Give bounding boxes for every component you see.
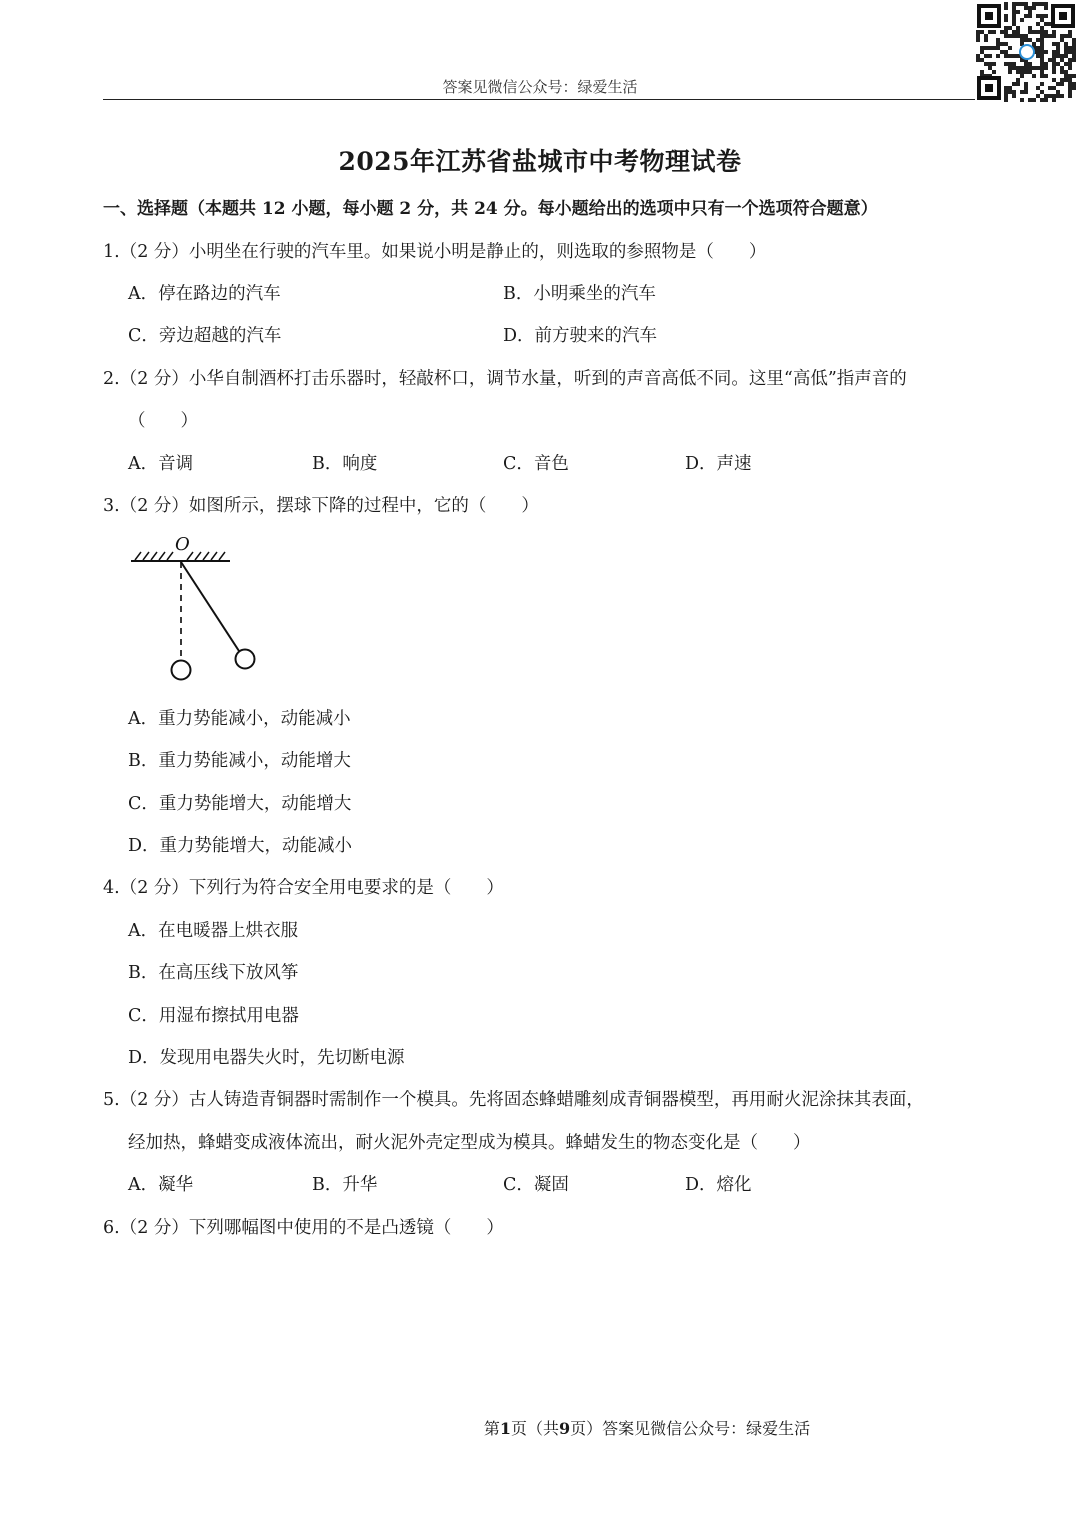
- question-5-option-d: D．熔化: [685, 1175, 752, 1195]
- question-3-option-d: D．重力势能增大，动能减小: [128, 836, 353, 856]
- question-4-option-d: D．发现用电器失火时，先切断电源: [128, 1048, 405, 1068]
- question-2-option-b: B．响度: [312, 454, 378, 474]
- footer-prefix: 第: [483, 1419, 500, 1438]
- page-footer: [0, 1416, 1080, 1439]
- pendulum-figure: [125, 530, 270, 690]
- header-note: 答案见微信公众号：绿爱生活: [442, 78, 638, 96]
- question-3-option-c: C．重力势能增大，动能增大: [128, 794, 352, 814]
- question-2-stem: 2.（2 分）小华自制酒杯打击乐器时，轻敲杯口，调节水量，听到的声音高低不同。这里“高低”指声音的: [103, 369, 907, 389]
- question-3-option-a: A．重力势能减小，动能减小: [128, 709, 351, 729]
- footer-suffix: 页）答案见微信公众号：绿爱生活: [570, 1419, 811, 1438]
- question-4-option-c: C．用湿布擦拭用电器: [128, 1006, 299, 1026]
- question-4-option-b: B．在高压线下放风筝: [128, 963, 299, 983]
- footer-page-number: 1: [499, 1419, 511, 1438]
- question-1-option-b: B．小明乘坐的汽车: [503, 284, 656, 304]
- question-1-option-c: C．旁边超越的汽车: [128, 326, 282, 346]
- question-5-stem: 5.（2 分）古人铸造青铜器时需制作一个模具。先将固态蜂蜡雕刻成青铜器模型，再用耐火泥涂抹其表面，: [103, 1090, 924, 1110]
- pivot-label: O: [175, 534, 190, 555]
- question-3-option-b: B．重力势能减小，动能增大: [128, 751, 351, 771]
- footer-total-pages: 9: [559, 1419, 571, 1438]
- question-2-option-d: D．声速: [685, 454, 752, 474]
- footer-middle: 页（共: [510, 1419, 559, 1438]
- question-1-stem: 1.（2 分）小明坐在行驶的汽车里。如果说小明是静止的，则选取的参照物是（ ）: [103, 242, 767, 262]
- question-2-option-a: A．音调: [128, 454, 194, 474]
- question-2-option-c: C．音色: [503, 454, 569, 474]
- pendulum-ball-bottom: [172, 661, 191, 680]
- question-4-stem: 4.（2 分）下列行为符合安全用电要求的是（ ）: [103, 878, 504, 898]
- question-5-option-a: A．凝华: [128, 1175, 194, 1195]
- question-3-stem: 3.（2 分）如图所示，摆球下降的过程中，它的（ ）: [103, 496, 539, 516]
- header-divider: [103, 99, 975, 100]
- section-heading: 一、选择题（本题共 12 小题，每小题 2 分，共 24 分。每小题给出的选项中只有一个选项符合题意）: [103, 199, 878, 219]
- question-6-stem: 6.（2 分）下列哪幅图中使用的不是凸透镜（ ）: [103, 1218, 504, 1238]
- question-1-option-d: D．前方驶来的汽车: [503, 326, 658, 346]
- pendulum-string: [181, 562, 239, 651]
- page-title: 2025年江苏省盐城市中考物理试卷: [338, 147, 742, 176]
- question-5-stem-cont: 经加热，蜂蜡变成液体流出，耐火泥外壳定型成为模具。蜂蜡发生的物态变化是（ ）: [128, 1133, 811, 1153]
- qr-code-icon: [975, 2, 1077, 102]
- pendulum-ball-raised: [236, 650, 255, 669]
- question-4-option-a: A．在电暖器上烘衣服: [128, 921, 299, 941]
- question-5-option-b: B．升华: [312, 1175, 378, 1195]
- question-5-option-c: C．凝固: [503, 1175, 569, 1195]
- question-2-stem-cont: （ ）: [128, 411, 198, 431]
- question-1-option-a: A．停在路边的汽车: [128, 284, 281, 304]
